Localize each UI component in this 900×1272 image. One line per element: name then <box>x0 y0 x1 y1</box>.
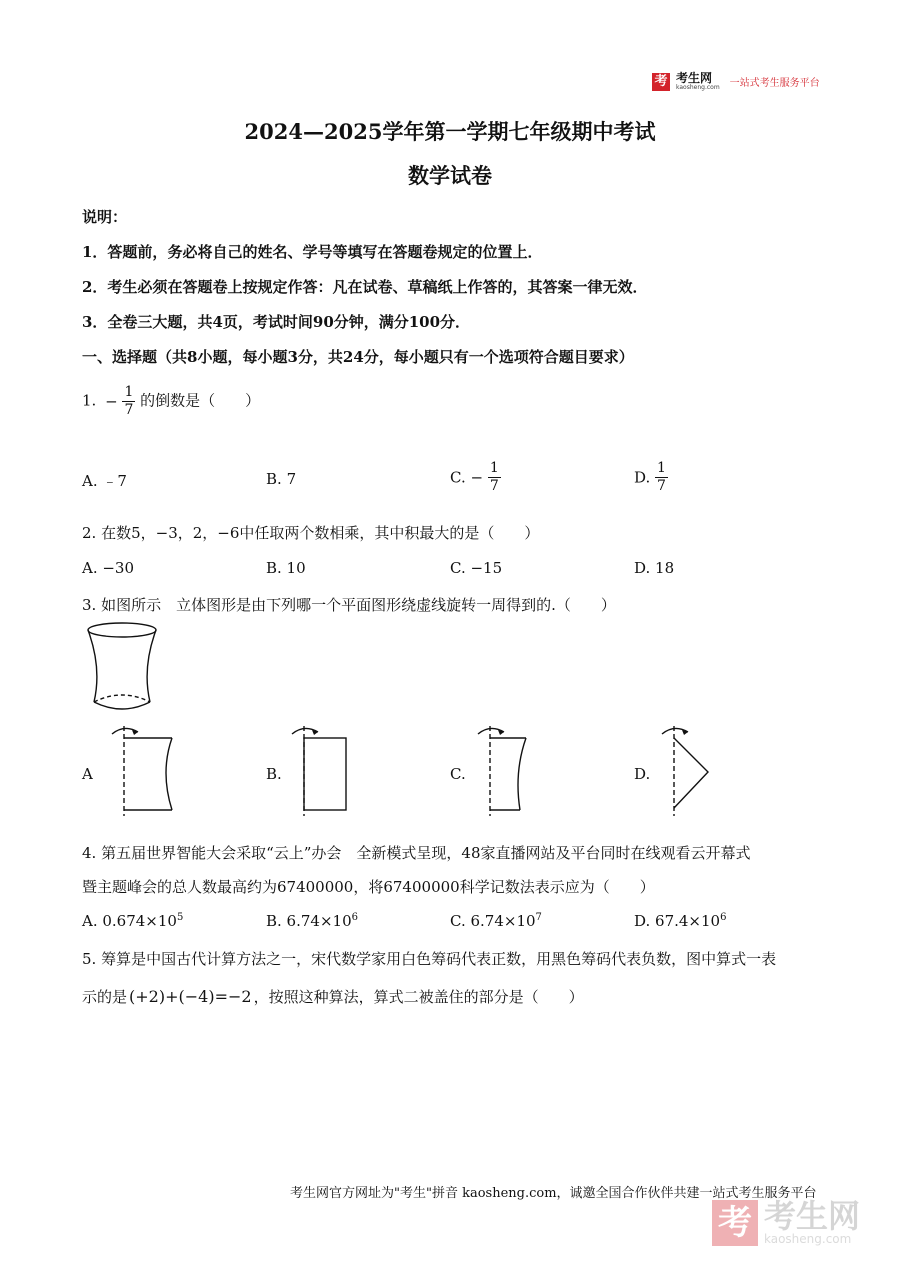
q4-option-c-text: C. 6.74×10 <box>450 912 536 930</box>
q4-option-c[interactable] <box>450 912 542 930</box>
note-3: 3．全卷三大题，共4页，考试时间90分钟，满分100分． <box>82 313 471 331</box>
q4-option-b-exp: 6 <box>351 912 358 923</box>
q1-number: 1. <box>82 391 97 410</box>
q3-option-c[interactable]: C. <box>450 765 466 783</box>
q1-frac-den: 7 <box>124 402 134 418</box>
q1-option-c-label: C. <box>450 468 466 487</box>
section-1-heading: 一、选择题（共8小题，每小题3分，共24分，每小题只有一个选项符合题目要求） <box>82 348 634 366</box>
q1-option-c-num: 1 <box>489 460 499 476</box>
q1-frac-num: 1 <box>124 384 134 400</box>
q5-line-2-post: ，按照这种算法，算式二被盖住的部分是（ ） <box>253 988 584 1006</box>
q4-option-a-exp: 5 <box>176 912 184 923</box>
watermark-url: kaosheng.com <box>764 1232 852 1246</box>
q2-option-d[interactable]: D. 18 <box>634 559 675 577</box>
q4-option-b-text: B. 6.74×10 <box>266 912 352 930</box>
logo-mark: 考 <box>652 73 670 91</box>
note-1: 1．答题前，务必将自己的姓名、学号等填写在答题卷规定的位置上． <box>82 243 543 261</box>
question-1 <box>82 384 260 419</box>
q3-option-c-figure[interactable] <box>476 722 546 818</box>
q1-frac-sign: − <box>105 392 118 411</box>
q1-option-c-sign: − <box>470 468 484 487</box>
logo-url: kaosheng.com <box>676 84 720 91</box>
q2-option-a[interactable]: A. −30 <box>82 559 135 577</box>
q5-math-expression: (+2)+(−4)=−2 <box>129 987 252 1006</box>
q1-option-b-label: B. <box>266 470 282 488</box>
q4-option-d[interactable] <box>634 912 726 930</box>
logo-slogan: 一站式考生服务平台 <box>729 78 820 89</box>
q2-option-b[interactable]: B. 10 <box>266 559 306 577</box>
watermark <box>712 1197 861 1246</box>
q3-option-b-figure[interactable] <box>290 722 360 818</box>
q1-option-d-den: 7 <box>657 478 666 494</box>
q3-option-a-figure[interactable] <box>110 722 180 818</box>
q4-option-a-text: A. 0.674×10 <box>82 912 177 930</box>
question-2: 2. 在数5，−3，2，−6中任取两个数相乘，其中积最大的是（ ） <box>82 524 540 542</box>
q3-option-a[interactable]: A <box>82 765 93 783</box>
page-title: 2024—2025学年第一学期七年级期中考试 <box>244 119 656 144</box>
watermark-text: 考生网 <box>764 1197 861 1235</box>
q1-option-a-value: ﹣7 <box>102 472 127 490</box>
q3-solid-figure <box>80 622 170 714</box>
watermark-mark: 考 <box>712 1200 758 1246</box>
note-2: 2．考生必须在答题卷上按规定作答：凡在试卷、草稿纸上作答的，其答案一律无效． <box>82 278 648 296</box>
page-subtitle: 数学试卷 <box>408 163 492 188</box>
question-4-line-2: 暨主题峰会的总人数最高约为67400000，将67400000科学记数法表示应为（ ） <box>82 878 655 896</box>
q1-option-d-label: D. <box>634 468 651 487</box>
q2-option-c[interactable]: C. −15 <box>450 559 503 577</box>
q4-option-c-exp: 7 <box>535 912 542 923</box>
q4-option-d-text: D. 67.4×10 <box>634 912 721 930</box>
q3-option-b[interactable]: B. <box>266 765 282 783</box>
question-5-line-1: 5. 筹算是中国古代计算方法之一，宋代数学家用白色筹码代表正数，用黑色筹码代表负数，图中算式一表 <box>82 950 777 968</box>
q1-text: 的倒数是（ ） <box>140 391 261 410</box>
q4-option-a[interactable] <box>82 912 183 930</box>
q1-option-c[interactable] <box>450 460 501 495</box>
question-3: 3. 如图所示 立体图形是由下列哪一个平面图形绕虚线旋转一周得到的.（ ） <box>82 596 616 614</box>
q1-option-a[interactable] <box>82 470 127 491</box>
question-5-line-2 <box>82 986 584 1007</box>
q3-option-d[interactable]: D. <box>634 765 651 783</box>
q1-option-b-value: 7 <box>286 470 297 488</box>
site-logo <box>652 72 820 91</box>
question-4-line-1: 4. 第五届世界智能大会采取“云上”办会 全新模式呈现，48家直播网站及平台同时在线观看云开幕式 <box>82 844 751 862</box>
q1-option-a-label: A. <box>82 472 98 490</box>
q1-option-b[interactable] <box>266 470 296 488</box>
q1-fraction <box>105 384 135 419</box>
q5-line-2-pre: 示的是 <box>82 988 128 1006</box>
notes-heading: 说明： <box>82 208 128 226</box>
q1-option-d[interactable] <box>634 460 668 495</box>
footer-text: 考生网官方网址为"考生"拼音 kaosheng.com，诚邀全国合作伙伴共建一站式考生服务平台 <box>290 1186 817 1201</box>
q3-option-d-figure[interactable] <box>660 722 730 818</box>
q1-option-d-num: 1 <box>657 460 666 476</box>
logo-brand: 考生网 <box>676 71 713 85</box>
q4-option-b[interactable] <box>266 912 358 930</box>
q1-option-c-den: 7 <box>489 478 499 494</box>
q4-option-d-exp: 6 <box>720 912 727 923</box>
